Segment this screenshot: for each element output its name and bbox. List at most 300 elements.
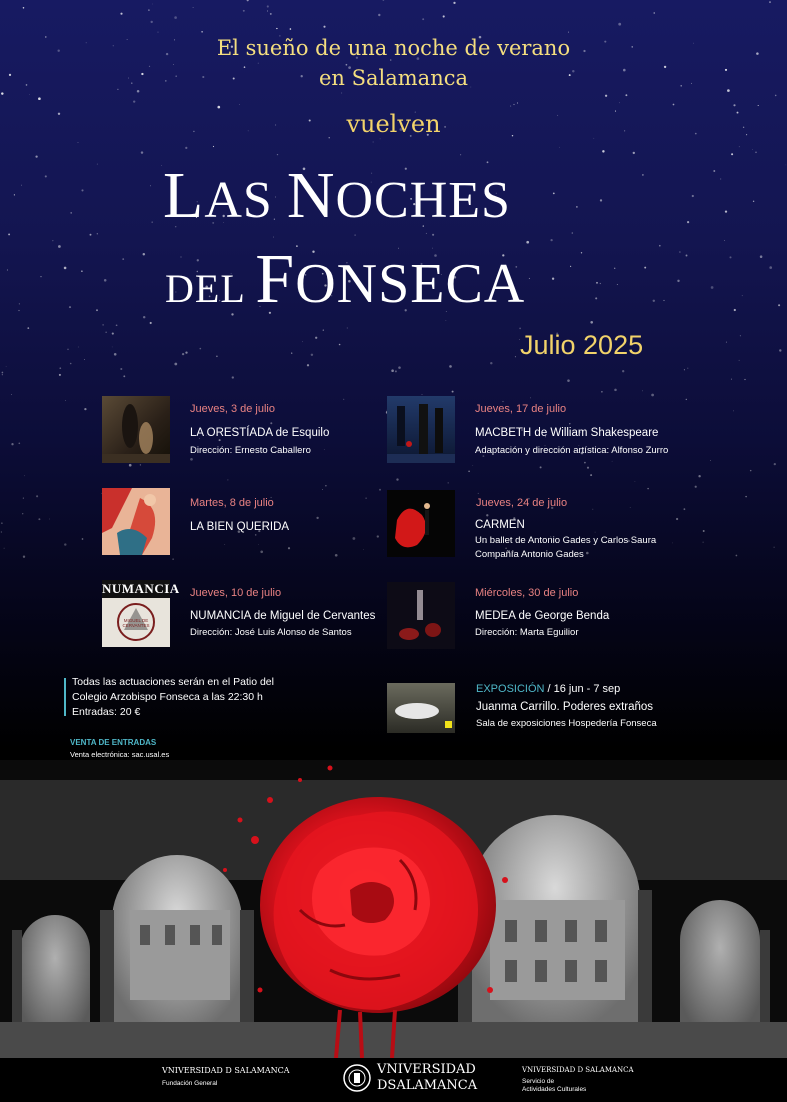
star [150, 21, 152, 23]
star [315, 337, 317, 339]
star [642, 390, 643, 391]
star [152, 4, 153, 5]
star [325, 485, 326, 486]
star [731, 153, 733, 155]
star [592, 509, 593, 510]
event-6-title: MEDEA de George Benda [475, 610, 610, 622]
star [468, 470, 470, 472]
star [270, 422, 272, 424]
star [7, 270, 8, 271]
star [174, 363, 177, 366]
star [396, 478, 398, 480]
star [311, 354, 313, 356]
event-1-direction: Dirección: Ernesto Caballero [190, 445, 311, 456]
star [1, 92, 3, 94]
star [432, 234, 434, 236]
star [217, 106, 220, 109]
star [255, 534, 257, 536]
star [736, 555, 738, 557]
exposicion-dates: / 16 jun - 7 sep [544, 683, 621, 695]
courtyard-illustration [0, 760, 787, 1058]
star [365, 498, 366, 499]
star [84, 359, 85, 360]
star [143, 316, 145, 318]
star [517, 102, 518, 103]
star [515, 356, 516, 357]
star [276, 28, 277, 29]
star [600, 283, 601, 284]
star [774, 547, 775, 548]
star [273, 237, 274, 238]
star [78, 142, 79, 143]
event-month: Julio 2025 [520, 330, 644, 360]
star [143, 253, 145, 255]
star [324, 449, 325, 450]
footer-right-logo-text: VNIVERSIDAD D SALAMANCA [522, 1066, 634, 1074]
event-5-date: Jueves, 10 de julio [190, 587, 282, 599]
star [684, 369, 685, 370]
star [472, 465, 473, 466]
event-2-direction: Adaptación y dirección artística: Alfonso Zurro [475, 445, 669, 456]
star [752, 149, 753, 150]
star [769, 1, 771, 3]
star [526, 241, 529, 244]
star [49, 519, 50, 520]
star [6, 366, 7, 367]
star [519, 328, 521, 330]
exposicion-photo [387, 683, 455, 733]
star [590, 321, 593, 324]
star [185, 147, 187, 149]
footer [0, 1058, 787, 1102]
star [760, 255, 763, 258]
star [70, 363, 72, 365]
star [1, 531, 2, 532]
star [23, 7, 25, 9]
star [22, 513, 23, 514]
star [731, 379, 732, 380]
star [161, 165, 162, 166]
star [642, 174, 644, 176]
star [81, 270, 83, 272]
star [540, 466, 542, 468]
star [227, 479, 228, 480]
star [786, 165, 787, 166]
star [614, 389, 617, 392]
star [64, 267, 67, 270]
bien-querida-photo [102, 488, 170, 555]
star [96, 309, 98, 311]
star [19, 303, 20, 304]
star [1, 522, 3, 524]
star [530, 398, 531, 399]
star [740, 335, 741, 336]
star [567, 379, 570, 382]
star [322, 489, 323, 490]
star [644, 267, 646, 269]
star [45, 175, 47, 177]
star [65, 400, 66, 401]
star [201, 31, 203, 33]
event-5-title: NUMANCIA de Miguel de Cervantes [190, 610, 376, 622]
star [277, 154, 278, 155]
star [69, 306, 71, 308]
star [478, 493, 479, 494]
star [129, 464, 132, 467]
exposicion-label: EXPOSICIÓN [476, 683, 545, 695]
event-4-company: Compañía Antonio Gades [475, 549, 584, 560]
star [651, 394, 654, 397]
star [742, 295, 743, 296]
star [601, 391, 603, 393]
star [647, 488, 648, 489]
star [78, 347, 79, 348]
star [724, 240, 725, 241]
tagline-line-1: El sueño de una noche de verano [216, 36, 571, 60]
star [774, 463, 776, 465]
star [703, 530, 705, 532]
star [21, 185, 22, 186]
star [258, 544, 259, 545]
star [81, 189, 83, 191]
star [150, 322, 152, 324]
event-3-title: LA BIEN QUERIDA [190, 521, 290, 533]
star [377, 535, 379, 537]
star [605, 95, 607, 97]
star [395, 370, 397, 372]
star [64, 543, 66, 545]
star [733, 104, 735, 106]
star [612, 461, 613, 462]
star [422, 394, 423, 395]
star [232, 376, 234, 378]
star [70, 212, 72, 214]
venta-line-1: Venta electrónica: sac.usal.es [70, 750, 170, 759]
star [529, 278, 530, 279]
macbeth-photo [387, 396, 455, 463]
star [112, 347, 113, 348]
star [354, 234, 355, 235]
star [755, 152, 757, 154]
star [553, 192, 555, 194]
star [711, 286, 714, 289]
star [734, 309, 736, 311]
event-1-date: Jueves, 3 de julio [190, 403, 275, 415]
star [104, 279, 107, 282]
star [97, 164, 98, 165]
star [97, 233, 98, 234]
star [148, 9, 150, 11]
star [335, 554, 338, 557]
title-cap-n: N [286, 159, 336, 232]
star [270, 13, 272, 15]
title-cap-l: L [163, 159, 205, 232]
numancia-seal: MIGUEL DE CERVANTES [122, 618, 150, 628]
star [448, 482, 449, 483]
star [59, 367, 61, 369]
star [653, 300, 655, 302]
star [112, 333, 114, 335]
star [726, 342, 727, 343]
star [52, 240, 53, 241]
star [552, 278, 554, 280]
title-line-1 [163, 158, 511, 234]
event-2-date: Jueves, 17 de julio [475, 403, 567, 415]
star [339, 344, 341, 346]
star [695, 486, 697, 488]
star [584, 462, 586, 464]
star [490, 362, 492, 364]
star [2, 372, 4, 374]
star [391, 369, 394, 372]
star [114, 353, 117, 356]
star [353, 537, 356, 540]
star [622, 370, 624, 372]
star [590, 474, 592, 476]
star [692, 195, 694, 197]
star [67, 349, 68, 350]
title-cap-f: F [255, 241, 296, 318]
footer-left-logo-text: VNIVERSIDAD D SALAMANCA [162, 1066, 290, 1075]
numancia-photo-title: NUMANCIA [102, 581, 180, 596]
event-5-direction: Dirección: José Luis Alonso de Santos [190, 627, 352, 638]
tagline-line-2: en Salamanca [318, 66, 468, 90]
star [193, 7, 194, 8]
star [569, 423, 570, 424]
event-4-title: CARMEN [475, 519, 525, 531]
star [775, 95, 777, 97]
title-onseca: ONSECA [295, 253, 526, 315]
star [703, 542, 704, 543]
star [559, 147, 560, 148]
star [446, 320, 447, 321]
star [38, 518, 40, 520]
star [58, 245, 61, 248]
star [672, 543, 673, 544]
star [82, 538, 84, 540]
star [123, 375, 125, 377]
star [200, 348, 202, 350]
star [4, 548, 5, 549]
star [122, 258, 124, 260]
star [141, 151, 143, 153]
info-accent-bar [64, 678, 66, 716]
star [753, 201, 754, 202]
star [267, 5, 269, 7]
star [725, 210, 727, 212]
star [595, 297, 597, 299]
star [120, 368, 122, 370]
title-del: DEL [165, 266, 256, 311]
star [383, 0, 385, 1]
star [267, 11, 268, 12]
exposicion-header [476, 682, 620, 698]
star [302, 341, 303, 342]
star [150, 185, 151, 186]
orestiada-photo [102, 396, 170, 463]
star [713, 170, 715, 172]
star [140, 464, 141, 465]
star [449, 365, 452, 368]
star [720, 178, 721, 179]
star [398, 366, 401, 369]
star [11, 394, 12, 395]
star [572, 232, 574, 234]
star [586, 552, 589, 555]
star [486, 514, 488, 516]
star [443, 15, 445, 17]
star [617, 284, 618, 285]
footer-right-sub-1: Servicio de [522, 1078, 555, 1085]
star [633, 152, 635, 154]
star [23, 556, 25, 558]
star [379, 489, 381, 491]
title-line-2 [165, 240, 525, 320]
star [739, 146, 740, 147]
star [151, 221, 153, 223]
footer-left-sub: Fundación General [162, 1080, 218, 1087]
star [663, 300, 664, 301]
star [373, 142, 374, 143]
star [618, 23, 621, 26]
footer-right-sub-2: Actividades Culturales [522, 1086, 587, 1093]
university-seal-icon [342, 1063, 372, 1093]
title-oches: OCHES [335, 172, 511, 229]
star [673, 104, 675, 106]
star [744, 379, 745, 380]
event-1-title: LA ORESTÍADA de Esquilo [190, 427, 330, 439]
star [758, 105, 759, 106]
star [219, 439, 221, 441]
footer-center-title-1: VNIVERSIDAD [377, 1062, 476, 1077]
star [750, 470, 751, 471]
star [2, 374, 3, 375]
footer-center-title-2: DSALAMANCA [377, 1078, 478, 1093]
star [739, 360, 740, 361]
medea-photo [387, 582, 455, 649]
star [595, 532, 596, 533]
star [654, 12, 655, 13]
star [593, 138, 594, 139]
star [686, 255, 688, 257]
star [513, 104, 514, 105]
info-venue-line-1: Todas las actuaciones serán en el Patio del [72, 676, 274, 688]
star [729, 256, 731, 258]
star [182, 353, 184, 355]
star [14, 194, 15, 195]
star [686, 399, 687, 400]
star [453, 2, 455, 4]
star [676, 518, 678, 520]
star [185, 351, 187, 353]
star [581, 252, 582, 253]
star [422, 18, 424, 20]
star [630, 507, 631, 508]
star [323, 329, 324, 330]
star [460, 154, 461, 155]
star [679, 251, 681, 253]
carmen-photo [387, 490, 455, 557]
star [120, 13, 122, 15]
star [190, 458, 193, 461]
star [596, 282, 598, 284]
star [247, 0, 249, 1]
star [343, 399, 344, 400]
exposicion-venue: Sala de exposiciones Hospedería Fonseca [476, 718, 657, 729]
info-venue-line-2: Colegio Arzobispo Fonseca a las 22:30 h [72, 691, 263, 703]
event-4-date: Jueves, 24 de julio [476, 497, 568, 509]
star [36, 495, 38, 497]
star [174, 16, 177, 19]
star [698, 475, 700, 477]
star [288, 547, 290, 549]
star [619, 102, 620, 103]
star [224, 544, 225, 545]
star [659, 245, 661, 247]
star [452, 391, 454, 393]
star [239, 104, 240, 105]
star [59, 374, 61, 376]
event-3-date: Martes, 8 de julio [190, 497, 274, 509]
star [687, 221, 689, 223]
event-6-date: Miércoles, 30 de julio [475, 587, 579, 599]
event-2-title: MACBETH de William Shakespeare [475, 427, 659, 439]
star [614, 268, 615, 269]
star [106, 332, 107, 333]
star [23, 498, 24, 499]
star [550, 239, 552, 241]
star [602, 150, 604, 152]
venta-heading: VENTA DE ENTRADAS [70, 738, 157, 747]
star [38, 97, 41, 100]
event-6-direction: Dirección: Marta Eguilior [475, 627, 579, 638]
star [568, 32, 569, 33]
star [323, 26, 325, 28]
star [778, 304, 780, 306]
star [8, 233, 10, 235]
star [570, 266, 571, 267]
star [11, 443, 13, 445]
star [684, 508, 686, 510]
vuelven-label: vuelven [346, 110, 441, 138]
star [347, 328, 348, 329]
star [769, 266, 772, 269]
star [510, 106, 511, 107]
title-as: AS [204, 172, 287, 229]
numancia-photo [102, 580, 180, 647]
star [316, 517, 318, 519]
star [502, 401, 503, 402]
star [18, 310, 19, 311]
star [18, 442, 20, 444]
star [341, 92, 342, 93]
star [733, 411, 734, 412]
star [291, 352, 292, 353]
info-price: Entradas: 20 € [72, 706, 141, 718]
star [24, 475, 25, 476]
star [158, 32, 159, 33]
star [687, 368, 688, 369]
event-4-credits: Un ballet de Antonio Gades y Carlos Saura [475, 535, 657, 546]
star [677, 280, 679, 282]
star [363, 549, 364, 550]
star [102, 324, 103, 325]
star [710, 460, 711, 461]
star [378, 14, 380, 16]
star [116, 324, 118, 326]
exposicion-title: Juanma Carrillo. Poderes extraños [476, 701, 654, 713]
star [90, 234, 92, 236]
